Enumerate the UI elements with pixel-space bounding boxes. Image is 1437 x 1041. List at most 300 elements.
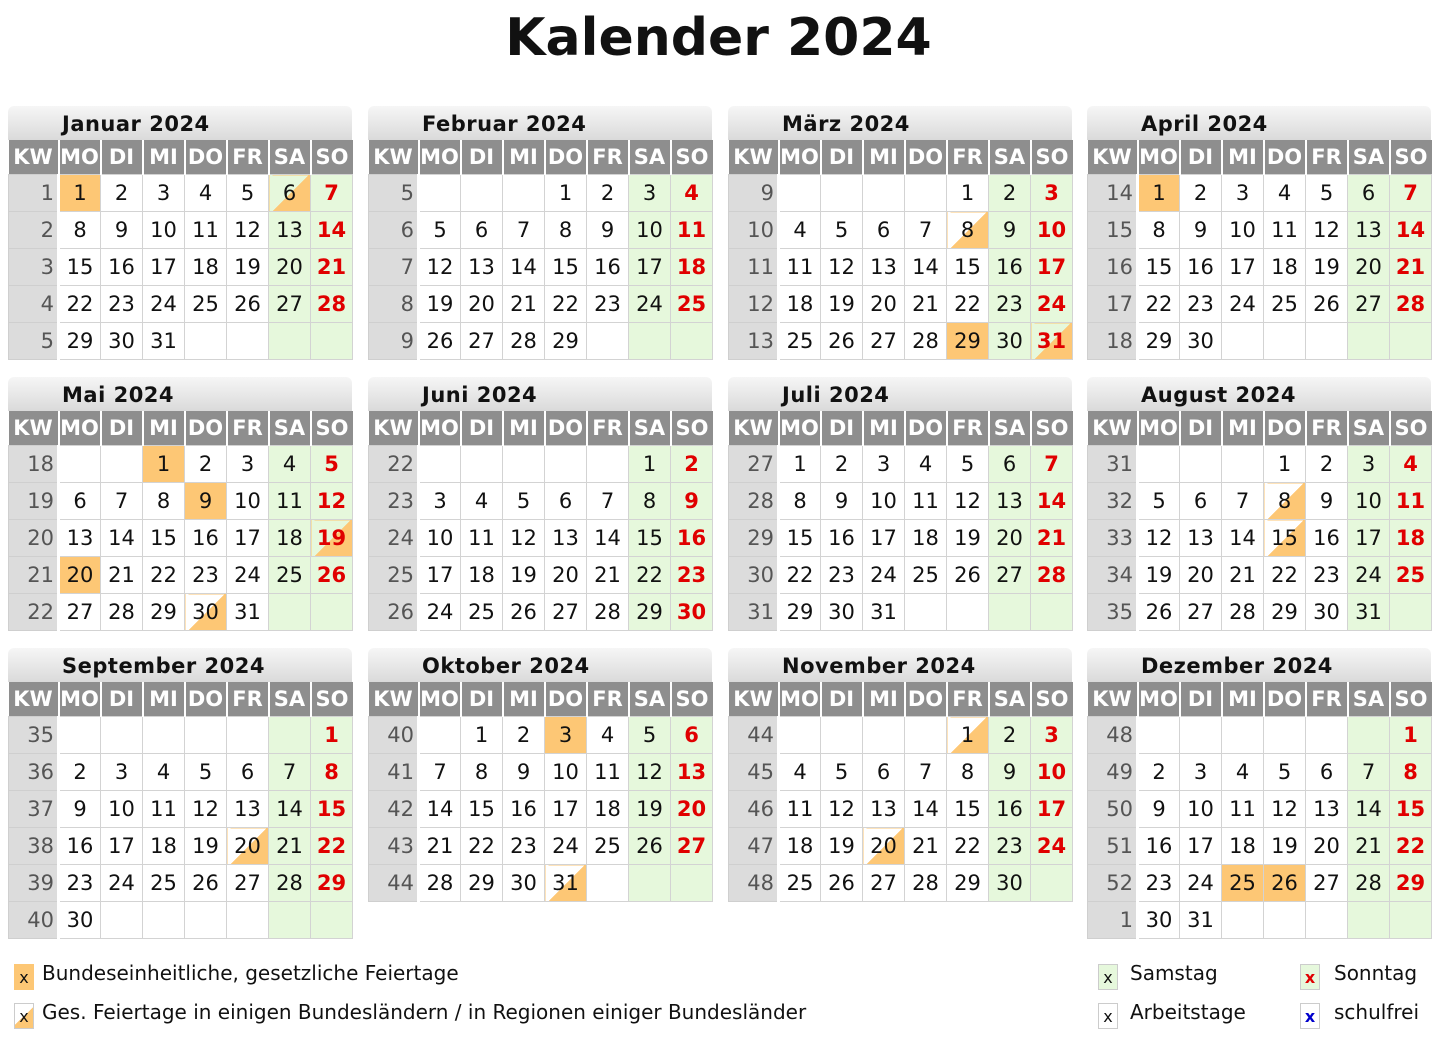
- day-cell: 17: [143, 249, 185, 286]
- day-cell: 14: [905, 791, 947, 828]
- day-cell: 2: [1138, 754, 1180, 791]
- header-so: SO: [1031, 140, 1073, 175]
- day-cell: 15: [1264, 520, 1306, 557]
- week-row: [729, 323, 1073, 360]
- week-row: [1088, 483, 1432, 520]
- day-cell: 4: [1390, 446, 1432, 483]
- day-cell: 3: [1031, 175, 1073, 212]
- day-cell: 15: [311, 791, 353, 828]
- week-number: 46: [729, 791, 779, 828]
- header-di: DI: [1180, 682, 1222, 717]
- week-row: [1088, 791, 1432, 828]
- empty-cell: [1348, 717, 1390, 754]
- day-cell: 22: [59, 286, 101, 323]
- day-cell: 28: [1222, 594, 1264, 631]
- day-cell: 7: [905, 212, 947, 249]
- header-kw: KW: [1088, 140, 1138, 175]
- week-number: 44: [729, 717, 779, 754]
- header-do: DO: [545, 140, 587, 175]
- month-title: März 2024: [728, 106, 1072, 140]
- header-di: DI: [461, 682, 503, 717]
- empty-cell: [1306, 323, 1348, 360]
- day-cell: 16: [1306, 520, 1348, 557]
- day-cell: 19: [227, 249, 269, 286]
- empty-cell: [419, 717, 461, 754]
- day-cell: 20: [863, 828, 905, 865]
- day-cell: 18: [905, 520, 947, 557]
- day-cell: 27: [863, 865, 905, 902]
- day-cell: 22: [311, 828, 353, 865]
- day-cell: 8: [311, 754, 353, 791]
- month-3: [728, 106, 1072, 360]
- day-cell: 24: [227, 557, 269, 594]
- empty-cell: [1222, 446, 1264, 483]
- week-number: 1: [9, 175, 59, 212]
- header-mi: MI: [1222, 140, 1264, 175]
- empty-cell: [1180, 717, 1222, 754]
- day-cell: 27: [227, 865, 269, 902]
- day-cell: 20: [269, 249, 311, 286]
- day-cell: 19: [629, 791, 671, 828]
- day-cell: 11: [779, 791, 821, 828]
- header-sa: SA: [1348, 682, 1390, 717]
- month-title: Juli 2024: [728, 377, 1072, 411]
- week-row: [1088, 520, 1432, 557]
- month-table: [728, 411, 1073, 631]
- header-mo: MO: [779, 411, 821, 446]
- day-cell: 19: [503, 557, 545, 594]
- day-cell: 11: [269, 483, 311, 520]
- header-mi: MI: [143, 411, 185, 446]
- header-mo: MO: [419, 140, 461, 175]
- day-cell: 7: [1031, 446, 1073, 483]
- day-cell: 3: [1180, 754, 1222, 791]
- day-cell: 14: [1348, 791, 1390, 828]
- empty-cell: [1390, 323, 1432, 360]
- day-cell: 7: [311, 175, 353, 212]
- day-cell: 18: [1264, 249, 1306, 286]
- day-cell: 8: [947, 754, 989, 791]
- day-cell: 1: [59, 175, 101, 212]
- day-cell: 14: [905, 249, 947, 286]
- week-row: [729, 865, 1073, 902]
- day-cell: 10: [227, 483, 269, 520]
- day-cell: 25: [1222, 865, 1264, 902]
- day-cell: 10: [629, 212, 671, 249]
- day-cell: 4: [779, 212, 821, 249]
- empty-cell: [779, 717, 821, 754]
- day-cell: 22: [629, 557, 671, 594]
- empty-cell: [311, 902, 353, 939]
- week-number: 38: [9, 828, 59, 865]
- day-cell: 11: [461, 520, 503, 557]
- day-cell: 20: [671, 791, 713, 828]
- legend-saturday-label: Samstag: [1130, 961, 1218, 985]
- header-sa: SA: [629, 140, 671, 175]
- day-cell: 16: [185, 520, 227, 557]
- day-cell: 21: [503, 286, 545, 323]
- header-fr: FR: [587, 140, 629, 175]
- week-row: [369, 175, 713, 212]
- empty-cell: [227, 717, 269, 754]
- month-12: [1087, 648, 1431, 939]
- day-cell: 29: [629, 594, 671, 631]
- header-kw: KW: [1088, 411, 1138, 446]
- week-number: 21: [9, 557, 59, 594]
- day-cell: 21: [269, 828, 311, 865]
- day-cell: 25: [1390, 557, 1432, 594]
- header-mo: MO: [59, 411, 101, 446]
- day-cell: 10: [143, 212, 185, 249]
- day-cell: 29: [947, 323, 989, 360]
- day-cell: 20: [545, 557, 587, 594]
- header-mo: MO: [59, 682, 101, 717]
- day-cell: 17: [101, 828, 143, 865]
- day-cell: 17: [863, 520, 905, 557]
- day-cell: 19: [1306, 249, 1348, 286]
- month-2: [368, 106, 712, 360]
- day-cell: 24: [143, 286, 185, 323]
- day-cell: 29: [779, 594, 821, 631]
- week-row: [729, 212, 1073, 249]
- day-cell: 24: [1031, 828, 1073, 865]
- day-cell: 5: [419, 212, 461, 249]
- week-number: 30: [729, 557, 779, 594]
- week-number: 45: [729, 754, 779, 791]
- legend-regional-box: x: [14, 1003, 34, 1029]
- header-kw: KW: [9, 682, 59, 717]
- day-cell: 12: [1264, 791, 1306, 828]
- header-sa: SA: [989, 140, 1031, 175]
- day-cell: 22: [545, 286, 587, 323]
- day-cell: 11: [1222, 791, 1264, 828]
- day-cell: 11: [587, 754, 629, 791]
- month-4: [1087, 106, 1431, 360]
- day-cell: 13: [1180, 520, 1222, 557]
- day-cell: 25: [779, 865, 821, 902]
- day-cell: 30: [1306, 594, 1348, 631]
- day-cell: 8: [1264, 483, 1306, 520]
- week-number: 9: [729, 175, 779, 212]
- empty-cell: [587, 865, 629, 902]
- header-di: DI: [101, 682, 143, 717]
- day-cell: 24: [863, 557, 905, 594]
- day-cell: 16: [821, 520, 863, 557]
- day-cell: 28: [419, 865, 461, 902]
- day-cell: 30: [821, 594, 863, 631]
- week-number: 6: [369, 212, 419, 249]
- day-cell: 24: [629, 286, 671, 323]
- day-cell: 26: [1306, 286, 1348, 323]
- header-so: SO: [1390, 140, 1432, 175]
- day-cell: 8: [1390, 754, 1432, 791]
- day-cell: 24: [1180, 865, 1222, 902]
- day-cell: 18: [461, 557, 503, 594]
- day-cell: 10: [1031, 754, 1073, 791]
- day-cell: 8: [1138, 212, 1180, 249]
- day-cell: 14: [503, 249, 545, 286]
- day-cell: 24: [1031, 286, 1073, 323]
- empty-cell: [1264, 323, 1306, 360]
- day-cell: 15: [629, 520, 671, 557]
- day-cell: 13: [1306, 791, 1348, 828]
- day-cell: 17: [1031, 791, 1073, 828]
- day-cell: 1: [545, 175, 587, 212]
- week-row: [369, 323, 713, 360]
- empty-cell: [503, 446, 545, 483]
- day-cell: 17: [419, 557, 461, 594]
- day-cell: 2: [587, 175, 629, 212]
- day-cell: 7: [1222, 483, 1264, 520]
- day-cell: 30: [101, 323, 143, 360]
- header-mo: MO: [59, 140, 101, 175]
- day-cell: 5: [947, 446, 989, 483]
- header-fr: FR: [227, 140, 269, 175]
- day-cell: 22: [947, 828, 989, 865]
- week-row: [9, 483, 353, 520]
- header-do: DO: [185, 682, 227, 717]
- header-do: DO: [905, 682, 947, 717]
- day-cell: 28: [905, 323, 947, 360]
- header-fr: FR: [587, 682, 629, 717]
- day-cell: 10: [101, 791, 143, 828]
- day-cell: 31: [545, 865, 587, 902]
- month-table: [728, 682, 1073, 902]
- day-cell: 12: [1306, 212, 1348, 249]
- day-cell: 7: [503, 212, 545, 249]
- day-cell: 27: [59, 594, 101, 631]
- day-cell: 2: [989, 717, 1031, 754]
- day-cell: 31: [227, 594, 269, 631]
- week-row: [1088, 323, 1432, 360]
- header-fr: FR: [947, 411, 989, 446]
- empty-cell: [1138, 717, 1180, 754]
- day-cell: 18: [671, 249, 713, 286]
- day-cell: 22: [1264, 557, 1306, 594]
- week-row: [1088, 249, 1432, 286]
- legend-schoolfree-label: schulfrei: [1334, 1000, 1420, 1024]
- day-cell: 3: [629, 175, 671, 212]
- week-number: 24: [369, 520, 419, 557]
- week-number: 35: [1088, 594, 1138, 631]
- empty-cell: [227, 323, 269, 360]
- day-cell: 4: [185, 175, 227, 212]
- header-sa: SA: [269, 140, 311, 175]
- header-mi: MI: [503, 411, 545, 446]
- legend-regional-label: Ges. Feiertage in einigen Bundesländern / in Regionen einiger Bundesländer: [42, 1000, 807, 1024]
- page-title: Kalender 2024: [505, 8, 932, 68]
- week-row: [369, 865, 713, 902]
- day-cell: 15: [1390, 791, 1432, 828]
- week-number: 34: [1088, 557, 1138, 594]
- day-cell: 4: [1264, 175, 1306, 212]
- day-cell: 8: [59, 212, 101, 249]
- day-cell: 18: [269, 520, 311, 557]
- day-cell: 30: [59, 902, 101, 939]
- day-cell: 16: [1138, 828, 1180, 865]
- day-cell: 30: [1138, 902, 1180, 939]
- week-number: 39: [9, 865, 59, 902]
- day-cell: 1: [1264, 446, 1306, 483]
- header-mo: MO: [419, 411, 461, 446]
- day-cell: 16: [503, 791, 545, 828]
- header-mi: MI: [1222, 411, 1264, 446]
- week-row: [1088, 865, 1432, 902]
- week-row: [369, 717, 713, 754]
- day-cell: 16: [587, 249, 629, 286]
- header-sa: SA: [1348, 411, 1390, 446]
- week-row: [9, 175, 353, 212]
- day-cell: 1: [1390, 717, 1432, 754]
- week-row: [369, 557, 713, 594]
- week-row: [1088, 175, 1432, 212]
- day-cell: 26: [1264, 865, 1306, 902]
- empty-cell: [59, 717, 101, 754]
- month-title: September 2024: [8, 648, 352, 682]
- day-cell: 20: [1180, 557, 1222, 594]
- day-cell: 15: [947, 791, 989, 828]
- header-fr: FR: [227, 682, 269, 717]
- empty-cell: [905, 594, 947, 631]
- header-mi: MI: [503, 140, 545, 175]
- header-so: SO: [671, 411, 713, 446]
- empty-cell: [101, 717, 143, 754]
- day-cell: 30: [1180, 323, 1222, 360]
- day-cell: 12: [503, 520, 545, 557]
- empty-cell: [947, 594, 989, 631]
- day-cell: 27: [461, 323, 503, 360]
- day-cell: 2: [101, 175, 143, 212]
- day-cell: 31: [1031, 323, 1073, 360]
- week-number: 7: [369, 249, 419, 286]
- week-row: [369, 520, 713, 557]
- day-cell: 5: [503, 483, 545, 520]
- header-di: DI: [101, 411, 143, 446]
- day-cell: 14: [419, 791, 461, 828]
- day-cell: 20: [59, 557, 101, 594]
- week-row: [369, 212, 713, 249]
- header-di: DI: [1180, 411, 1222, 446]
- week-row: [369, 594, 713, 631]
- day-cell: 14: [1390, 212, 1432, 249]
- header-di: DI: [821, 140, 863, 175]
- day-cell: 23: [1180, 286, 1222, 323]
- week-row: [9, 557, 353, 594]
- week-number: 31: [729, 594, 779, 631]
- day-cell: 20: [461, 286, 503, 323]
- day-cell: 5: [185, 754, 227, 791]
- day-cell: 17: [545, 791, 587, 828]
- header-mo: MO: [1138, 140, 1180, 175]
- day-cell: 25: [461, 594, 503, 631]
- day-cell: 15: [1138, 249, 1180, 286]
- header-so: SO: [671, 140, 713, 175]
- week-row: [9, 520, 353, 557]
- header-fr: FR: [1306, 411, 1348, 446]
- day-cell: 15: [779, 520, 821, 557]
- day-cell: 16: [101, 249, 143, 286]
- day-cell: 24: [101, 865, 143, 902]
- empty-cell: [545, 446, 587, 483]
- legend-sunday-box: x: [1300, 964, 1320, 990]
- empty-cell: [185, 902, 227, 939]
- empty-cell: [1180, 446, 1222, 483]
- day-cell: 4: [779, 754, 821, 791]
- day-cell: 4: [671, 175, 713, 212]
- day-cell: 9: [1306, 483, 1348, 520]
- day-cell: 20: [1348, 249, 1390, 286]
- week-row: [729, 557, 1073, 594]
- day-cell: 26: [1138, 594, 1180, 631]
- empty-cell: [1390, 594, 1432, 631]
- day-cell: 28: [905, 865, 947, 902]
- day-cell: 29: [1264, 594, 1306, 631]
- month-table: [368, 411, 713, 631]
- empty-cell: [419, 175, 461, 212]
- month-table: [368, 140, 713, 360]
- day-cell: 10: [419, 520, 461, 557]
- empty-cell: [1138, 446, 1180, 483]
- header-sa: SA: [269, 411, 311, 446]
- empty-cell: [989, 594, 1031, 631]
- day-cell: 4: [269, 446, 311, 483]
- header-kw: KW: [729, 682, 779, 717]
- day-cell: 17: [1348, 520, 1390, 557]
- header-di: DI: [821, 411, 863, 446]
- day-cell: 19: [947, 520, 989, 557]
- day-cell: 25: [779, 323, 821, 360]
- empty-cell: [269, 717, 311, 754]
- month-5: [8, 377, 352, 631]
- day-cell: 18: [779, 286, 821, 323]
- day-cell: 5: [311, 446, 353, 483]
- day-cell: 8: [629, 483, 671, 520]
- day-cell: 9: [1180, 212, 1222, 249]
- day-cell: 23: [587, 286, 629, 323]
- day-cell: 2: [989, 175, 1031, 212]
- day-cell: 13: [269, 212, 311, 249]
- header-kw: KW: [729, 140, 779, 175]
- week-row: [369, 791, 713, 828]
- day-cell: 22: [1138, 286, 1180, 323]
- day-cell: 9: [185, 483, 227, 520]
- week-row: [1088, 212, 1432, 249]
- day-cell: 11: [905, 483, 947, 520]
- day-cell: 3: [101, 754, 143, 791]
- day-cell: 27: [1348, 286, 1390, 323]
- month-table: [728, 140, 1073, 360]
- day-cell: 9: [59, 791, 101, 828]
- week-number: 28: [729, 483, 779, 520]
- day-cell: 3: [227, 446, 269, 483]
- day-cell: 3: [1031, 717, 1073, 754]
- day-cell: 26: [503, 594, 545, 631]
- day-cell: 2: [59, 754, 101, 791]
- empty-cell: [503, 175, 545, 212]
- month-6: [368, 377, 712, 631]
- day-cell: 31: [863, 594, 905, 631]
- header-do: DO: [1264, 411, 1306, 446]
- month-table: [368, 682, 713, 902]
- week-row: [9, 828, 353, 865]
- day-cell: 4: [1222, 754, 1264, 791]
- header-kw: KW: [9, 411, 59, 446]
- day-cell: 9: [671, 483, 713, 520]
- header-mo: MO: [1138, 411, 1180, 446]
- day-cell: 1: [947, 717, 989, 754]
- day-cell: 21: [311, 249, 353, 286]
- header-so: SO: [1031, 682, 1073, 717]
